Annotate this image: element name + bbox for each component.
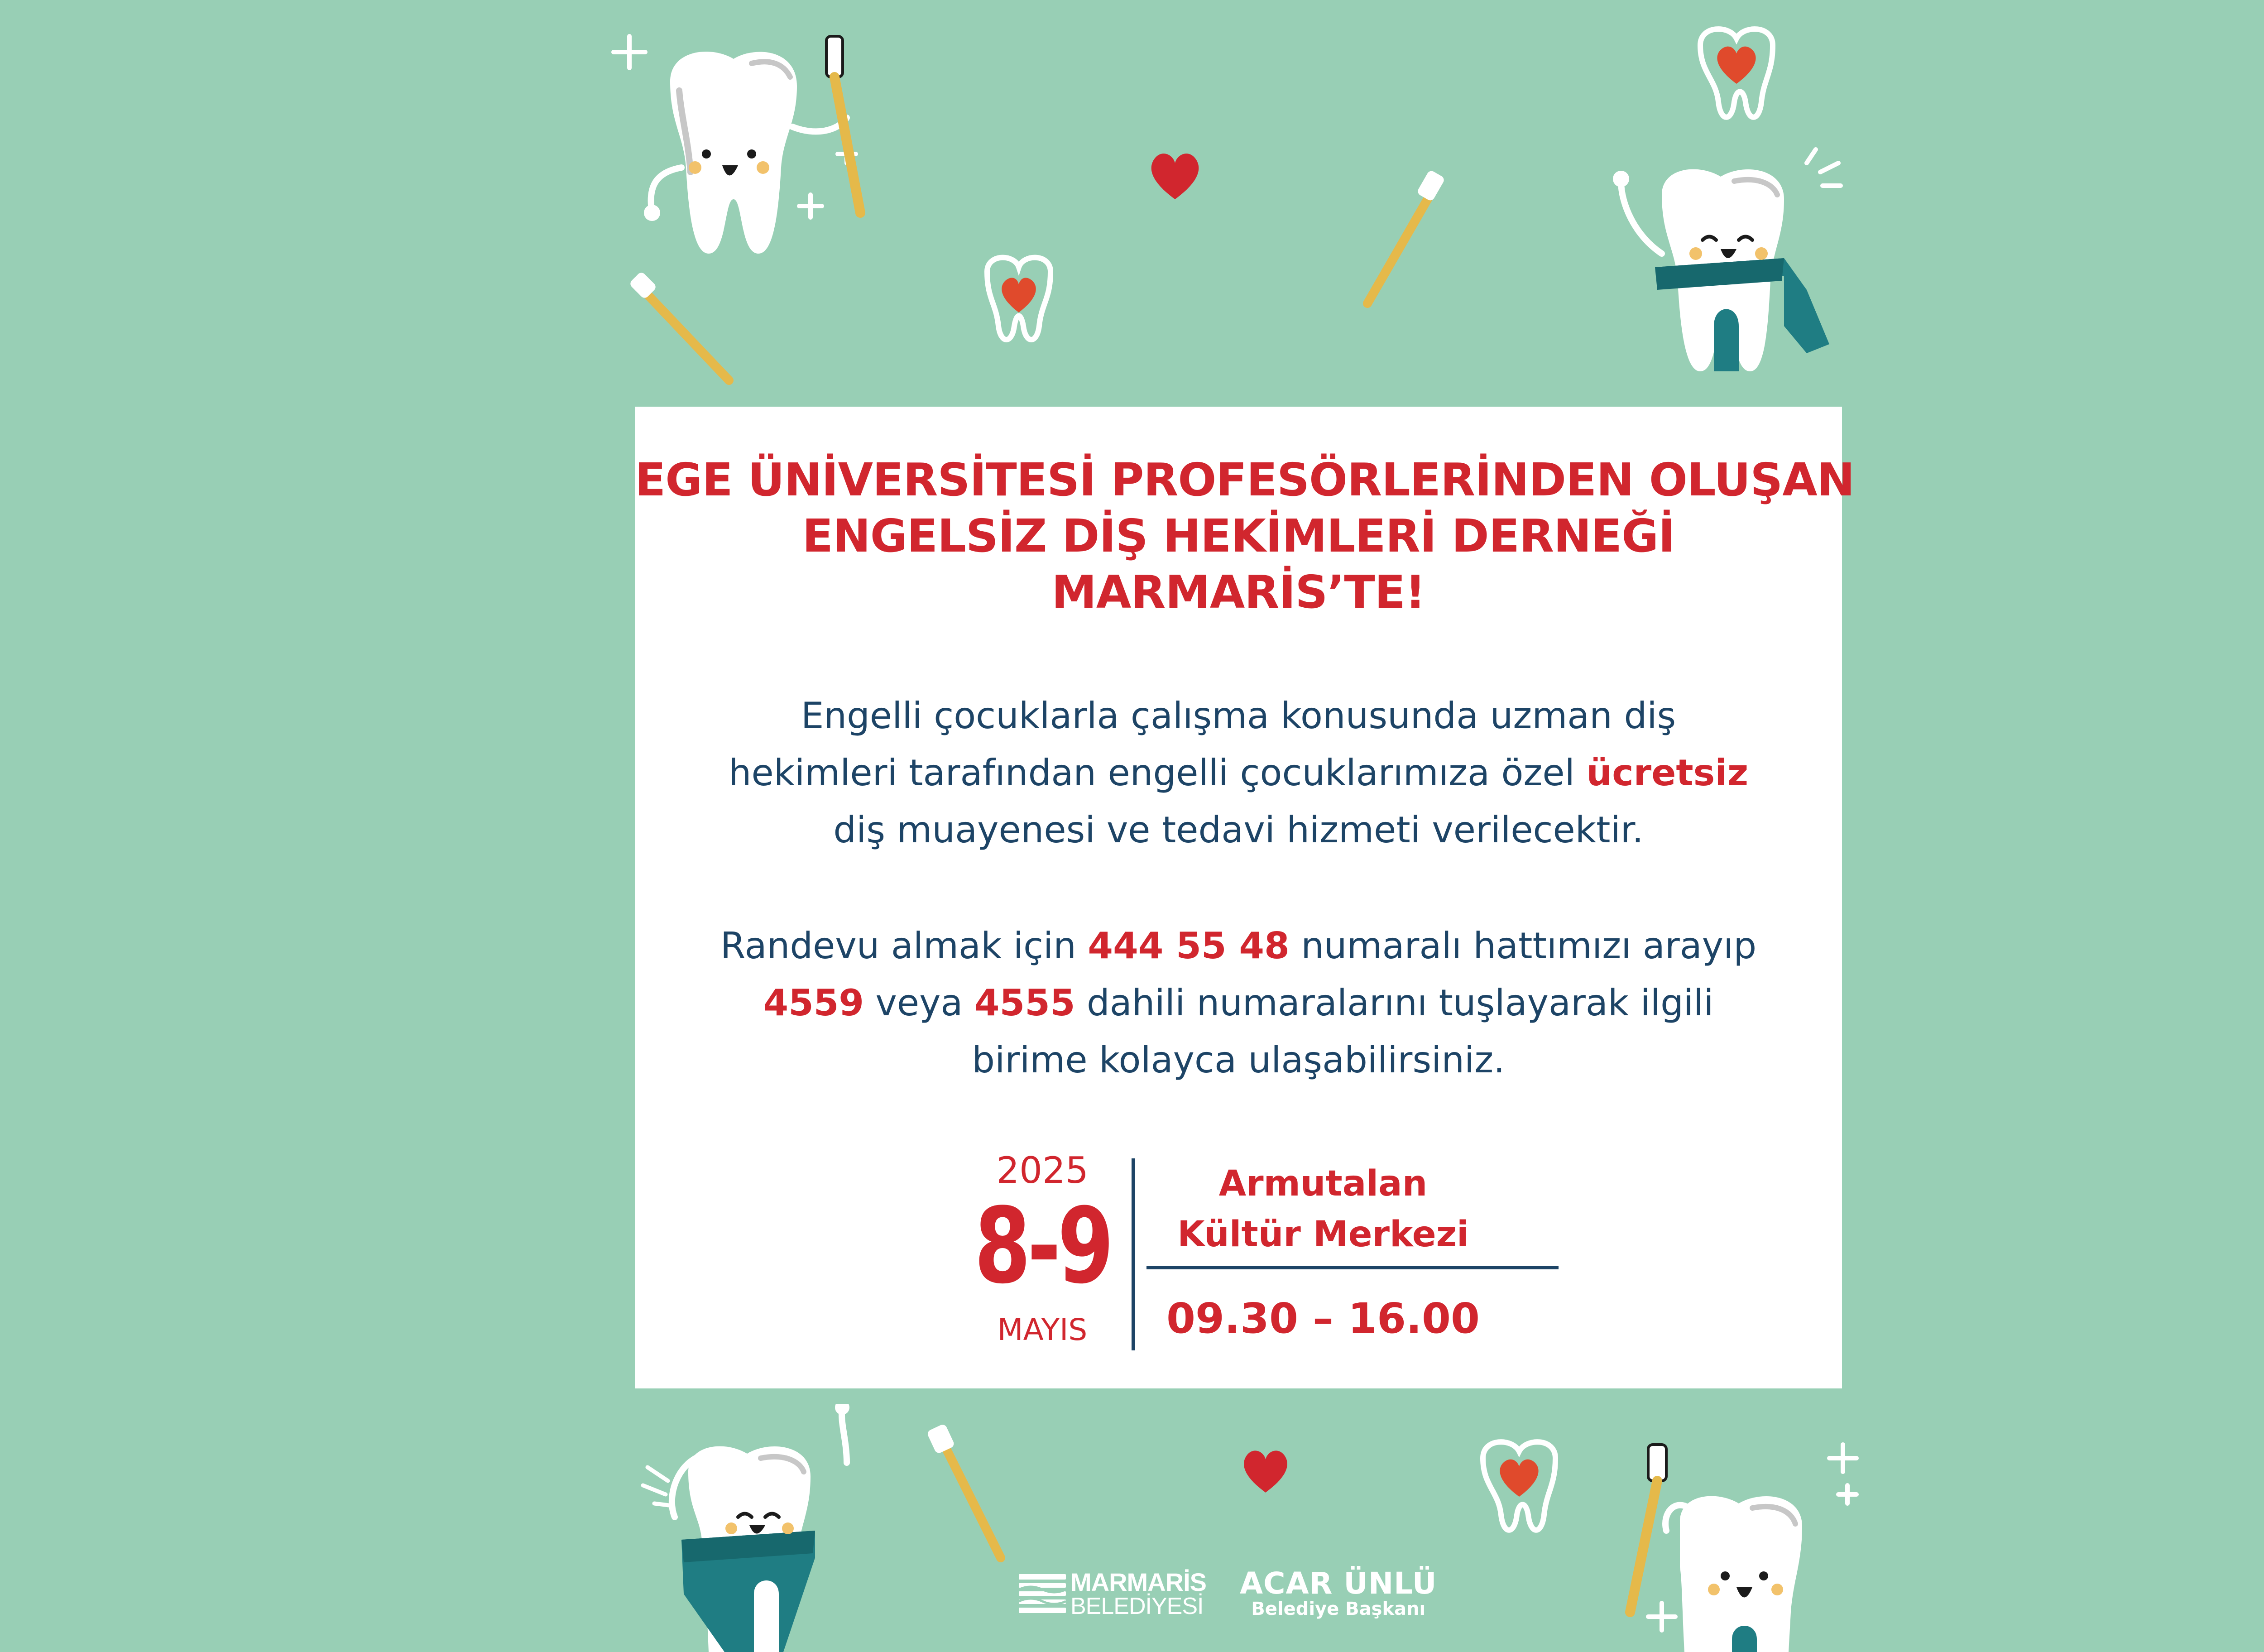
mayor-signature <box>1239 1566 1437 1619</box>
headline-line-3: MARMARİS’TE! <box>1051 566 1425 619</box>
tooth-mascot-icon <box>1603 1431 1875 1652</box>
municipality-name-line-2: BELEDİYESİ <box>1070 1593 1204 1619</box>
tooth-mascot-icon <box>1594 145 1866 399</box>
description-line-2 <box>635 744 1842 802</box>
free-highlight: ücretsiz <box>1586 752 1749 794</box>
toothbrush-icon <box>625 272 743 389</box>
info-card <box>635 407 1855 1388</box>
event-days: 8-9 <box>974 1186 1111 1307</box>
heart-icon <box>1238 1447 1293 1497</box>
appointment-line-3: birime kolayca ulaşabilirsiniz. <box>972 1039 1505 1081</box>
footer-logos <box>1019 1562 1437 1626</box>
appointment-line-1 <box>635 917 1842 975</box>
event-venue <box>1151 1158 1495 1260</box>
venue-line-2: Kültür Merkezi <box>1177 1214 1469 1255</box>
event-year: 2025 <box>996 1149 1089 1191</box>
appointment-line-2-post: dahili numaralarını tuşlayarak ilgili <box>1075 982 1714 1024</box>
extension-1: 4559 <box>763 982 864 1024</box>
phone-number: 444 55 48 <box>1088 925 1290 967</box>
mayor-name: ACAR ÜNLÜ <box>1239 1566 1437 1601</box>
municipality-logo <box>1019 1570 1206 1618</box>
event-time: 09.30 – 16.00 <box>1166 1294 1480 1343</box>
description-line-3: diş muayenesi ve tedavi hizmeti verilecektir. <box>833 809 1644 851</box>
mayor-title: Belediye Başkanı <box>1251 1599 1426 1619</box>
appointment-line-1-post: numaralı hattımızı arayıp <box>1289 925 1757 967</box>
toothbrush-icon <box>1349 168 1449 312</box>
description-line-2-text: hekimleri tarafından engelli çocuklarımıza özel <box>728 752 1587 794</box>
headline-line-1: EGE ÜNİVERSİTESİ PROFESÖRLERİNDEN OLUŞAN <box>635 453 1855 506</box>
wave-logo-icon <box>1019 1571 1066 1617</box>
tooth-heart-icon <box>974 249 1064 349</box>
heart-icon <box>1146 149 1204 204</box>
toothbrush-icon <box>924 1422 1014 1567</box>
appointment-line-1-pre: Randevu almak için <box>720 925 1088 967</box>
tooth-mascot-icon <box>602 18 892 272</box>
description-paragraph <box>635 687 1842 859</box>
vertical-divider <box>1132 1158 1135 1350</box>
appointment-paragraph <box>635 917 1842 1089</box>
municipality-name-line-1: MARMARİS <box>1070 1568 1206 1596</box>
appointment-line-2-mid: veya <box>864 982 974 1024</box>
horizontal-divider <box>1146 1266 1559 1269</box>
event-month: MAYIS <box>997 1312 1088 1347</box>
venue-line-1: Armutalan <box>1218 1163 1428 1204</box>
appointment-line-2 <box>635 975 1842 1032</box>
extension-2: 4555 <box>974 982 1075 1024</box>
description-line-1: Engelli çocuklarla çalışma konusunda uzman diş <box>801 695 1676 737</box>
headline <box>635 452 1855 620</box>
tooth-heart-icon <box>1684 18 1789 127</box>
headline-line-2: ENGELSİZ DİŞ HEKİMLERİ DERNEĞİ <box>802 509 1675 562</box>
tooth-heart-icon <box>1467 1431 1571 1540</box>
tooth-mascot-icon <box>634 1404 887 1652</box>
